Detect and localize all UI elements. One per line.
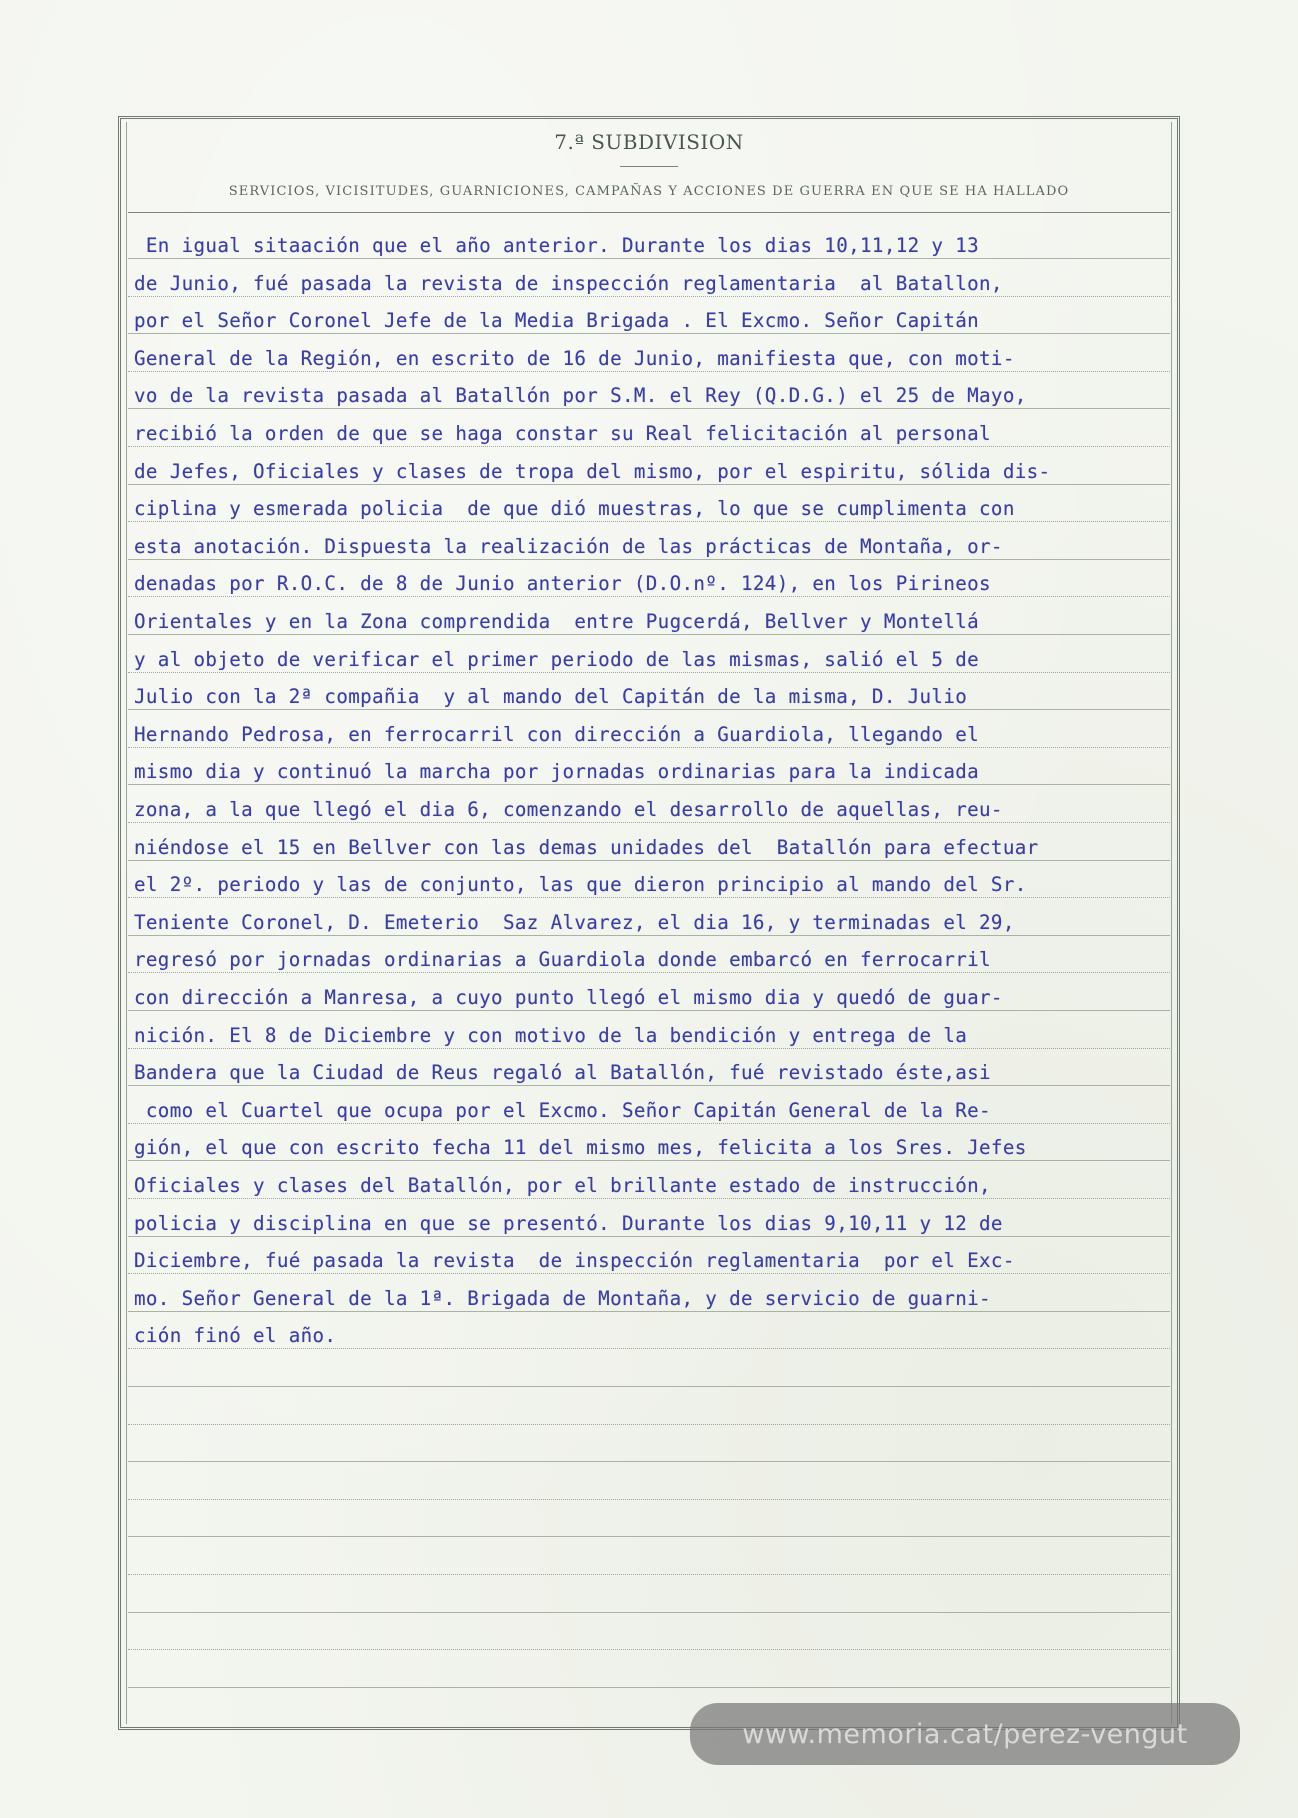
ruled-line [128, 1236, 1170, 1237]
ruled-line [128, 897, 1170, 898]
text-line: con dirección a Manresa, a cuyo punto llegó el mismo dia y quedó de guar- [134, 986, 1003, 1009]
text-line: recibió la orden de que se haga constar su Real felicitación al personal [134, 422, 991, 445]
ruled-line [128, 784, 1170, 785]
ruled-line [128, 371, 1170, 372]
text-line: nición. El 8 de Diciembre y con motivo de la bendición y entrega de la [134, 1023, 968, 1047]
text-line: General de la Región, en escrito de 16 de Junio, manifiesta que, con moti- [134, 346, 1015, 370]
ruled-line [128, 860, 1170, 861]
text-line: Oficiales y clases del Batallón, por el brillante estado de instrucción, [134, 1174, 991, 1197]
text-line: policia y disciplina en que se presentó. Durante los dias 9,10,11 y 12 de [134, 1211, 1003, 1235]
ruled-line [128, 521, 1170, 522]
ruled-line [128, 1273, 1170, 1274]
text-line: mo. Señor General de la 1ª. Brigada de Montaña, y de servicio de guarni- [134, 1286, 991, 1310]
text-line: mismo dia y continuó la marcha por jornadas ordinarias para la indicada [134, 760, 980, 784]
ruled-line [128, 1536, 1170, 1537]
ruled-line [128, 1085, 1170, 1086]
text-line: de Junio, fué pasada la revista de inspección reglamentaria al Batallon, [134, 271, 1003, 295]
ruled-line [128, 1010, 1170, 1011]
text-line: esta anotación. Dispuesta la realización de las prácticas de Montaña, or- [134, 534, 1003, 558]
text-line: y al objeto de verificar el primer periodo de las mismas, salió el 5 de [134, 647, 980, 671]
text-line: niéndose el 15 en Bellver con las demas unidades del Batallón para efectuar [134, 835, 1039, 859]
ruled-line [128, 747, 1170, 748]
text-line: denadas por R.O.C. de 8 de Junio anterior (D.O.nº. 124), en los Pirineos [134, 572, 991, 596]
text-line: Hernando Pedrosa, en ferrocarril con dirección a Guardiola, llegando el [134, 722, 980, 746]
ruled-line [128, 1574, 1170, 1575]
ruled-line [128, 1198, 1170, 1199]
ruled-line [128, 634, 1170, 635]
ruled-line [128, 559, 1170, 560]
ruled-line [128, 1386, 1170, 1387]
text-line: gión, el que con escrito fecha 11 del mismo mes, felicita a los Sres. Jefes [134, 1136, 1027, 1160]
ruled-line [128, 596, 1170, 597]
text-line: En igual sitaación que el año anterior. Durante los dias 10,11,12 y 13 [134, 234, 980, 257]
ruled-line [128, 1499, 1170, 1500]
ruled-line [128, 258, 1170, 259]
text-line: zona, a la que llegó el dia 6, comenzando el desarrollo de aquellas, reu- [134, 798, 1003, 821]
ruled-line [128, 484, 1170, 485]
ruled-line [128, 333, 1170, 334]
text-line: Diciembre, fué pasada la revista de inspección reglamentaria por el Exc- [134, 1249, 1015, 1273]
text-line: ción finó el año. [134, 1324, 337, 1348]
text-line: Bandera que la Ciudad de Reus regaló al Batallón, fué revistado éste,asi [134, 1061, 991, 1085]
ruled-line [128, 1048, 1170, 1049]
ruled-line [128, 972, 1170, 973]
ruled-line [128, 935, 1170, 936]
text-line: de Jefes, Oficiales y clases de tropa del mismo, por el espiritu, sólida dis- [134, 459, 1051, 483]
text-line: el 2º. periodo y las de conjunto, las que dieron principio al mando del Sr. [134, 873, 1027, 897]
ruled-line [128, 822, 1170, 823]
ruled-line [128, 1123, 1170, 1124]
ruled-line [128, 1649, 1170, 1650]
ruled-line [128, 1424, 1170, 1425]
text-line: regresó por jornadas ordinarias a Guardiola donde embarcó en ferrocarril [134, 948, 991, 972]
watermark: www.memoria.cat/perez-vengut [690, 1703, 1240, 1765]
text-line: vo de la revista pasada al Batallón por S.M. el Rey (Q.D.G.) el 25 de Mayo, [134, 384, 1027, 408]
text-line: como el Cuartel que ocupa por el Excmo. Señor Capitán General de la Re- [134, 1098, 991, 1122]
ruled-line [128, 672, 1170, 673]
ruled-line [128, 408, 1170, 409]
text-line: por el Señor Coronel Jefe de la Media Brigada . El Excmo. Señor Capitán [134, 309, 980, 333]
ruled-line [128, 709, 1170, 710]
section-subtitle: SERVICIOS, VICISITUDES, GUARNICIONES, CAMPAÑAS Y ACCIONES DE GUERRA EN QUE SE HA HALLADO [228, 184, 1070, 199]
ruled-line [128, 1311, 1170, 1312]
ruled-line [128, 1160, 1170, 1161]
text-line: Orientales y en la Zona comprendida entre Pugcerdá, Bellver y Montellá [134, 610, 980, 633]
ruled-line [128, 446, 1170, 447]
section-title: 7.ª SUBDIVISION [554, 130, 744, 154]
ruled-line [128, 1348, 1170, 1349]
text-line: ciplina y esmerada policia de que dió muestras, lo que se cumplimenta con [134, 497, 1015, 521]
ruled-line [128, 1612, 1170, 1613]
ruled-line [128, 1687, 1170, 1688]
text-line: Julio con la 2ª compañia y al mando del Capitán de la misma, D. Julio [134, 685, 968, 709]
text-line: Teniente Coronel, D. Emeterio Saz Alvarez, el dia 16, y terminadas el 29, [134, 910, 1015, 934]
ruled-line [128, 296, 1170, 297]
ruled-line [128, 1461, 1170, 1462]
